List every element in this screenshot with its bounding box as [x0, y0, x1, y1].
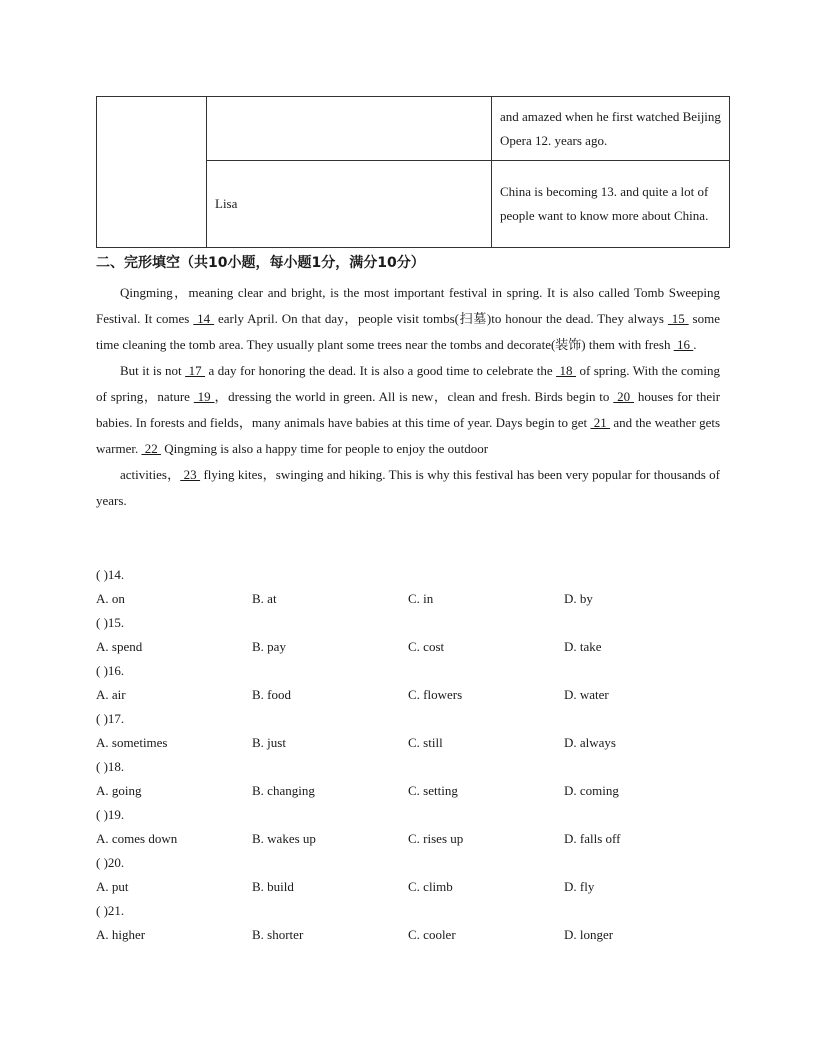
blank-18: 18 — [556, 363, 576, 378]
section-heading: 二、完形填空（共10小题，每小题1分，满分10分） — [96, 255, 425, 271]
passage-text: some time cleaning the tomb area. They usually plant some trees near the tombs and decorate(装饰) them with fresh — [96, 311, 720, 352]
table-cell-empty — [207, 97, 492, 161]
passage-text: early April. On that day，people visit tombs(扫墓)to honour the dead. They always — [214, 311, 668, 326]
option-d: D. by — [564, 591, 593, 606]
option-a: A. spend — [96, 639, 143, 654]
question-number: ( )16. — [96, 663, 125, 678]
table-row — [97, 97, 730, 161]
option-b: B. shorter — [252, 927, 304, 942]
option-d: D. take — [564, 639, 602, 654]
info-table — [96, 96, 730, 248]
option-a: A. put — [96, 879, 129, 894]
question-number: ( )17. — [96, 711, 125, 726]
option-c: C. climb — [408, 879, 453, 894]
table-cell: China is becoming 13. and quite a lot of people want to know more about China. — [492, 161, 730, 248]
question-20 — [96, 854, 720, 896]
option-d: D. coming — [564, 783, 619, 798]
blank-16: 16 — [673, 337, 694, 352]
passage-text: flying kites，swinging and hiking. This is why this festival has been very popular for thousands of years. — [96, 467, 721, 508]
option-a: A. comes down — [96, 831, 178, 846]
paragraph — [96, 358, 720, 462]
question-number: ( )20. — [96, 855, 125, 870]
table-cell: and amazed when he first watched Beijing Opera 12. years ago. — [492, 97, 730, 161]
option-b: B. just — [252, 735, 286, 750]
option-c: C. still — [408, 735, 443, 750]
passage-text: ，dressing the world in green. All is new，clean and fresh. Birds begin to — [214, 389, 614, 404]
option-a: A. air — [96, 687, 126, 702]
option-b: B. food — [252, 687, 291, 702]
question-number: ( )14. — [96, 567, 125, 582]
paragraph — [96, 280, 720, 358]
option-b: B. wakes up — [252, 831, 316, 846]
option-b: B. at — [252, 591, 277, 606]
option-b: B. changing — [252, 783, 315, 798]
blank-19: 19 — [193, 389, 215, 404]
blank-15: 15 — [667, 311, 689, 326]
option-c: C. setting — [408, 783, 458, 798]
passage-text: Qingming is also a happy time for people to enjoy the outdoor — [160, 441, 489, 456]
blank-17: 17 — [185, 363, 206, 378]
option-a: A. going — [96, 783, 142, 798]
question-21 — [96, 902, 720, 944]
option-d: D. always — [564, 735, 616, 750]
option-b: B. build — [252, 879, 294, 894]
question-19 — [96, 806, 720, 848]
question-15 — [96, 614, 720, 656]
option-c: C. rises up — [408, 831, 464, 846]
option-c: C. in — [408, 591, 434, 606]
question-number: ( )15. — [96, 615, 125, 630]
question-17 — [96, 710, 720, 752]
passage-text: . — [693, 337, 697, 352]
passage-text: Qingming，meaning clear and bright, is the most important festival in spring. It is also called Tomb Sweeping Festival. It comes — [96, 285, 720, 326]
blank-14: 14 — [193, 311, 215, 326]
table-cell-name: Lisa — [207, 161, 492, 248]
option-c: C. cooler — [408, 927, 456, 942]
option-a: A. sometimes — [96, 735, 168, 750]
question-14 — [96, 566, 720, 608]
passage-text: and the weather gets warmer. — [96, 415, 721, 456]
option-d: D. longer — [564, 927, 614, 942]
option-d: D. water — [564, 687, 609, 702]
option-c: C. cost — [408, 639, 445, 654]
option-b: B. pay — [252, 639, 286, 654]
question-number: ( )19. — [96, 807, 125, 822]
option-d: D. falls off — [564, 831, 621, 846]
passage-text: of spring. With the coming of spring，nature — [96, 363, 720, 404]
question-16 — [96, 662, 720, 704]
question-18 — [96, 758, 720, 800]
blank-21: 21 — [590, 415, 611, 430]
paragraph — [96, 462, 720, 514]
passage-text: activities， — [120, 467, 181, 482]
passage-text: But it is not — [120, 363, 186, 378]
blank-20: 20 — [613, 389, 635, 404]
table-cell-empty — [97, 97, 207, 248]
question-number: ( )21. — [96, 903, 125, 918]
option-d: D. fly — [564, 879, 595, 894]
blank-23: 23 — [180, 467, 201, 482]
option-a: A. on — [96, 591, 125, 606]
passage-text: a day for honoring the dead. It is also a good time to celebrate the — [205, 363, 557, 378]
option-a: A. higher — [96, 927, 146, 942]
blank-22: 22 — [141, 441, 161, 456]
question-number: ( )18. — [96, 759, 125, 774]
cloze-passage — [96, 280, 720, 514]
option-c: C. flowers — [408, 687, 463, 702]
passage-text: houses for their babies. In forests and fields，many animals have babies at this time of year. Days begin to get — [96, 389, 721, 430]
